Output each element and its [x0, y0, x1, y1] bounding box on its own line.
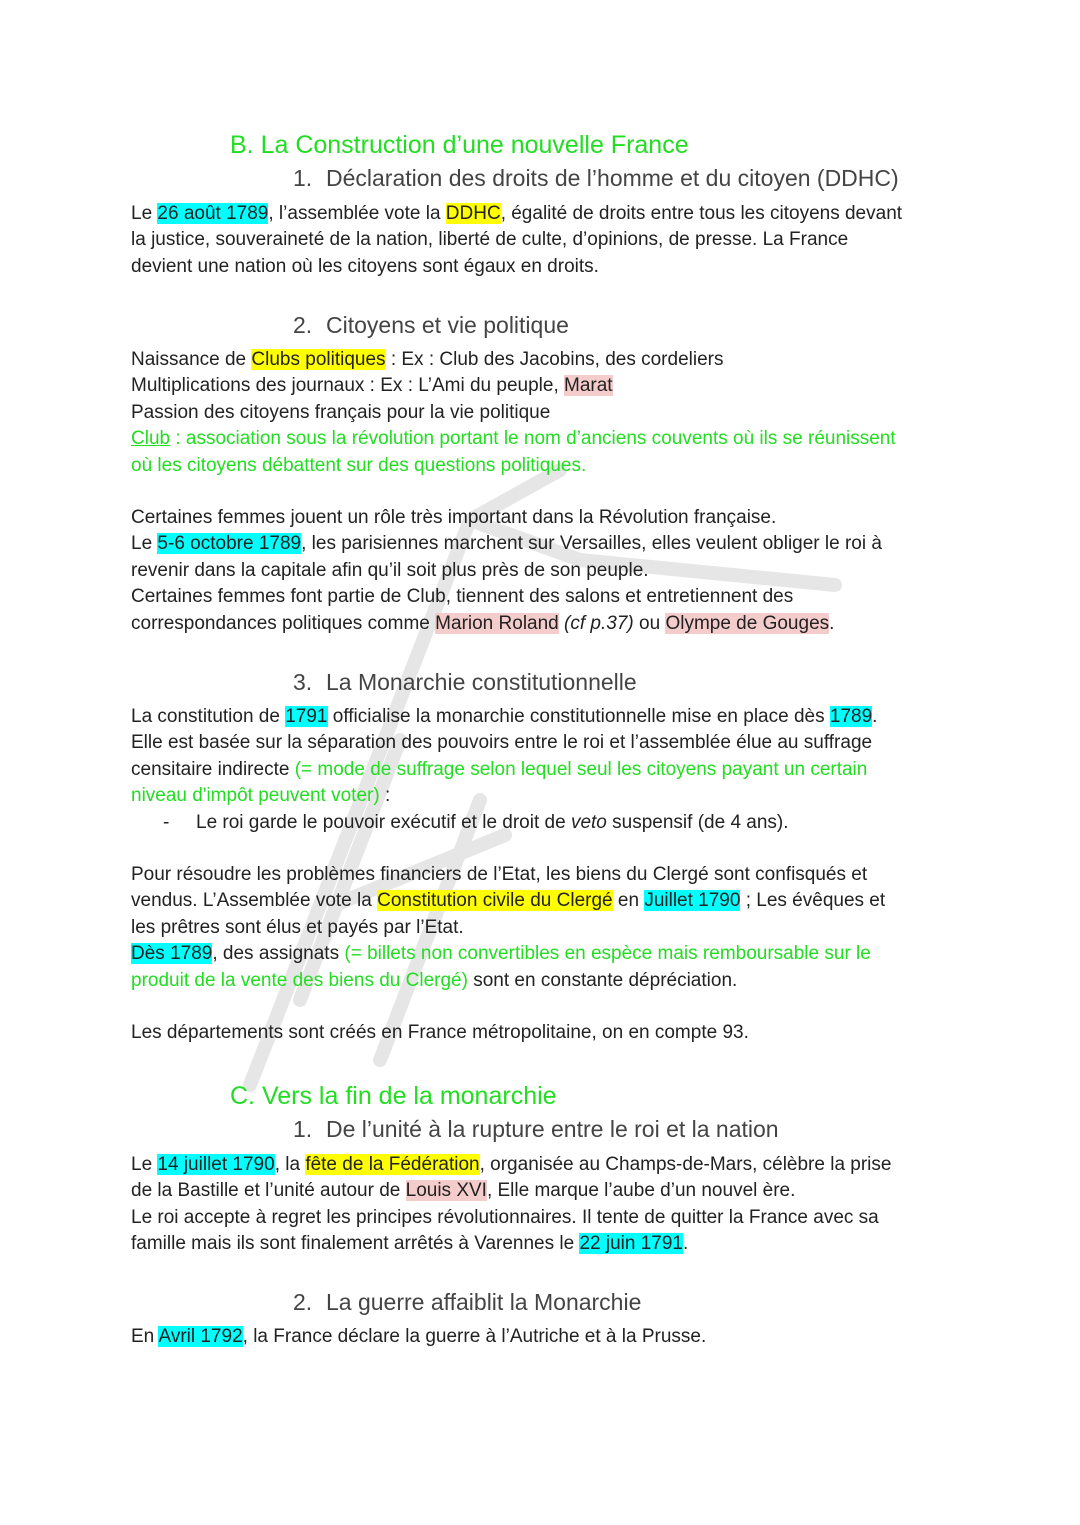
highlight-term: Clubs politiques — [251, 349, 386, 370]
highlight-person: Marat — [564, 375, 613, 397]
paragraph-constitution — [131, 704, 961, 810]
text-run: de la Bastille et l’unité autour de — [131, 1180, 406, 1202]
text-line — [131, 1324, 961, 1350]
text-line — [131, 783, 961, 809]
text-run: La constitution de — [131, 706, 286, 727]
text-run: censitaire indirecte — [131, 758, 295, 780]
text-line: les prêtres sont élus et payés par l’Etat. — [131, 916, 464, 938]
highlight-date: Avril 1792 — [158, 1326, 243, 1347]
text-run: Multiplications des journaux : Ex : L’Ami du peuple, — [131, 375, 565, 397]
bullet-item — [163, 810, 789, 836]
heading-text: La guerre affaiblit la Monarchie — [326, 1289, 642, 1315]
text-run: En — [131, 1326, 159, 1347]
definition-text: produit de la vente des biens du Clergé) — [131, 969, 468, 991]
text-line — [131, 1152, 961, 1178]
highlight-term: fête de la Fédération — [305, 1154, 480, 1175]
text-line — [131, 347, 961, 373]
definition-text: (= billets non convertibles en espèce mais remboursable sur le — [344, 943, 871, 965]
text-run: famille mais ils sont finalement arrêtés à Varennes le — [131, 1233, 580, 1255]
text-run: Le roi garde le pouvoir exécutif et le droit de — [196, 812, 571, 833]
section-c-title: C. Vers la fin de la monarchie — [230, 1082, 557, 1110]
text-run: , la France déclare la guerre à l’Autriche et à la Prusse. — [242, 1326, 707, 1347]
heading-b1 — [293, 164, 899, 192]
text-line: devient une nation où les citoyens sont égaux en droits. — [131, 255, 599, 277]
text-run: : association sous la révolution portant le nom d’anciens couvents où ils se réunissent — [170, 428, 896, 450]
paragraph-clubs — [131, 347, 961, 479]
heading-text: De l’unité à la rupture entre le roi et la nation — [326, 1116, 779, 1142]
text-run: Le — [131, 1154, 158, 1175]
heading-number: 2. — [293, 312, 313, 338]
text-run: , l’assemblée vote la — [268, 203, 446, 224]
definition-text: niveau d'impôt peuvent voter) — [131, 785, 380, 807]
text-run: , la — [274, 1154, 306, 1175]
text-line — [131, 531, 961, 557]
text-line — [131, 1178, 961, 1204]
text-line: la justice, souveraineté de la nation, liberté de culte, d’opinions, de presse. La France — [131, 229, 849, 251]
text-run: officialise la monarchie constitutionnelle mise en place dès — [327, 706, 830, 727]
text-line — [131, 888, 961, 914]
text-run: Naissance de — [131, 349, 252, 370]
heading-text: Citoyens et vie politique — [326, 312, 569, 338]
bullet-dash: - — [163, 812, 170, 833]
text-line: Le roi accepte à regret les principes révolutionnaires. Il tente de quitter la France avec sa — [131, 1206, 879, 1228]
highlight-date: 5-6 octobre 1789 — [157, 533, 302, 555]
text-line — [131, 201, 961, 227]
paragraph-clerge — [131, 862, 961, 994]
heading-c1 — [293, 1115, 779, 1143]
highlight-term: Constitution civile du Clergé — [377, 890, 613, 912]
heading-number: 1. — [293, 1116, 313, 1142]
text-line — [131, 757, 961, 783]
highlight-date: 22 juin 1791 — [579, 1233, 684, 1255]
text-run: Le — [131, 533, 158, 555]
text-line: revenir dans la capitale afin qu’il soit plus près de son peuple. — [131, 559, 649, 581]
text-line: Les départements sont créés en France métropolitaine, on en compte 93. — [131, 1022, 749, 1043]
text-run: . — [683, 1233, 689, 1255]
text-line — [131, 611, 961, 637]
text-run: . — [872, 706, 878, 727]
text-run: ou — [633, 612, 666, 634]
heading-c2 — [293, 1288, 641, 1316]
text-run: Le — [131, 203, 158, 224]
text-run: , égalité de droits entre tous les citoyens devant — [500, 203, 903, 224]
text-run: , les parisiennes marchent sur Versailles, elles veulent obliger le roi à — [301, 533, 882, 555]
text-run: vendus. L’Assemblée vote la — [131, 890, 378, 912]
text-run: en — [612, 890, 645, 912]
paragraph-federation — [131, 1152, 961, 1258]
text-run: suspensif (de 4 ans). — [606, 812, 789, 833]
highlight-date: Juillet 1790 — [644, 890, 741, 912]
section-b-title: B. La Construction d’une nouvelle France — [230, 131, 689, 159]
paragraph-guerre — [131, 1324, 961, 1350]
highlight-date: 14 juillet 1790 — [157, 1154, 275, 1175]
heading-number: 3. — [293, 669, 313, 695]
highlight-person: Louis XVI — [405, 1180, 487, 1202]
text-italic: veto — [570, 812, 607, 833]
text-run: : Ex : Club des Jacobins, des cordeliers — [385, 349, 724, 370]
definition-line: où les citoyens débattent sur des questions politiques. — [131, 454, 587, 476]
club-definition-link[interactable]: Club — [131, 428, 171, 450]
heading-number: 2. — [293, 1289, 313, 1315]
heading-text: La Monarchie constitutionnelle — [326, 669, 637, 695]
highlight-person: Olympe de Gouges — [665, 612, 830, 634]
highlight-date: 26 août 1789 — [157, 203, 269, 224]
text-line: Certaines femmes font partie de Club, tiennent des salons et entretiennent des — [131, 586, 794, 608]
heading-number: 1. — [293, 165, 313, 191]
heading-text: Déclaration des droits de l’homme et du citoyen (DDHC) — [326, 165, 899, 191]
definition-line — [131, 426, 961, 452]
highlight-date: Dès 1789 — [131, 943, 213, 965]
text-line — [131, 704, 961, 730]
highlight-date: 1789 — [829, 706, 873, 727]
paragraph-departements — [131, 1020, 961, 1046]
text-line: Pour résoudre les problèmes financiers de l’Etat, les biens du Clergé sont confisqués et — [131, 864, 868, 885]
text-run: , des assignats — [212, 943, 345, 965]
highlight-person: Marion Roland — [435, 612, 559, 634]
text-line — [131, 968, 961, 994]
text-line: Passion des citoyens français pour la vie politique — [131, 401, 551, 423]
text-run: : — [379, 785, 391, 807]
text-run: , organisée au Champs-de-Mars, célèbre la prise — [479, 1154, 892, 1175]
heading-b2 — [293, 311, 569, 339]
text-line: Certaines femmes jouent un rôle très important dans la Révolution française. — [131, 507, 777, 528]
text-run: sont en constante dépréciation. — [467, 969, 738, 991]
text-line: Elle est basée sur la séparation des pouvoirs entre le roi et l’assemblée élue au suffrage — [131, 732, 873, 754]
paragraph-ddhc — [131, 201, 961, 280]
text-run: , Elle marque l’aube d’un nouvel ère. — [486, 1180, 796, 1202]
text-run: correspondances politiques comme — [131, 612, 436, 634]
page-reference: (cf p.37) — [564, 612, 634, 634]
text-run: ; Les évêques et — [740, 890, 886, 912]
highlight-term: DDHC — [445, 203, 501, 224]
definition-text: (= mode de suffrage selon lequel seul les citoyens payant un certain — [294, 758, 868, 780]
text-line — [131, 373, 961, 399]
text-line — [131, 1231, 961, 1257]
text-line — [131, 941, 961, 967]
heading-b3 — [293, 668, 637, 696]
highlight-date: 1791 — [285, 706, 328, 727]
paragraph-femmes — [131, 505, 961, 637]
text-run: . — [829, 612, 835, 634]
